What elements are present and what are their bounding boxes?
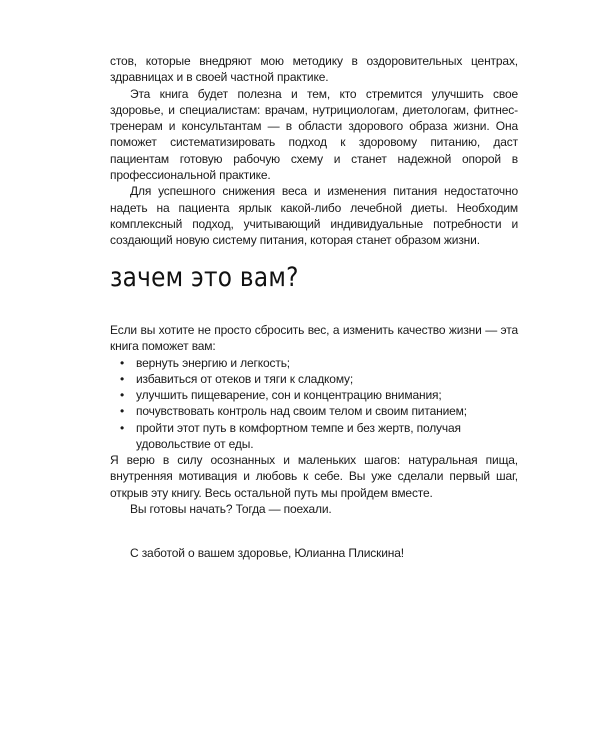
list-item: • избавиться от отеков и тяги к сладкому; <box>110 371 518 387</box>
intro-paragraph-continuation: стов, которые внедряют мою методику в оздоровительных центрах, здравницах и в своей частной практике. <box>110 54 518 85</box>
section-body <box>110 322 518 452</box>
intro-paragraph-approach: Для успешного снижения веса и изменения питания недостаточно надеть на пациента ярлык какой-либо лечебной диеты. Необходим комплексный подход, учитывающий индивидуальные потребности и создающий новую систему питания, которая станет образом жизни. <box>110 184 518 248</box>
section-lead-paragraph: Если вы хотите не просто сбросить вес, а изменить качество жизни — эта книга поможет вам: <box>110 323 518 354</box>
list-item: • вернуть энергию и легкость; <box>110 355 518 371</box>
intro-paragraph-audience: Эта книга будет полезна и тем, кто стремится улучшить свое здоровье, и специалистам: врачам, нутрициологам, диетологам, фитнес-тренерам и консультантам — в области здорового образа жизни. Она поможет систематизировать подход к здоровому питанию, даст пациентам готовую рабочую схему и станет надежной опорой в профессиональной практике. <box>110 86 518 183</box>
author-signature: С заботой о вашем здоровье, Юлианна Плискина! <box>130 546 404 560</box>
list-item: • почувствовать контроль над своим телом и своим питанием; <box>110 403 518 419</box>
list-item: • улучшить пищеварение, сон и концентрацию внимания; <box>110 387 518 403</box>
benefits-list <box>110 355 518 453</box>
list-item: • пройти этот путь в комфортном темпе и без жертв, получая удовольствие от еды. <box>110 420 518 453</box>
closing-text <box>110 452 518 517</box>
closing-call-to-action: Вы готовы начать? Тогда — поехали. <box>130 501 332 516</box>
intro-text <box>110 53 518 249</box>
closing-paragraph: Я верю в силу осознанных и маленьких шагов: натуральная пища, внутренняя мотивация и любовь к себе. Вы уже сделали первый шаг, открыв эту книгу. Весь остальной путь мы пройдем вместе. <box>110 453 518 500</box>
section-heading: зачем это вам? <box>110 262 299 293</box>
